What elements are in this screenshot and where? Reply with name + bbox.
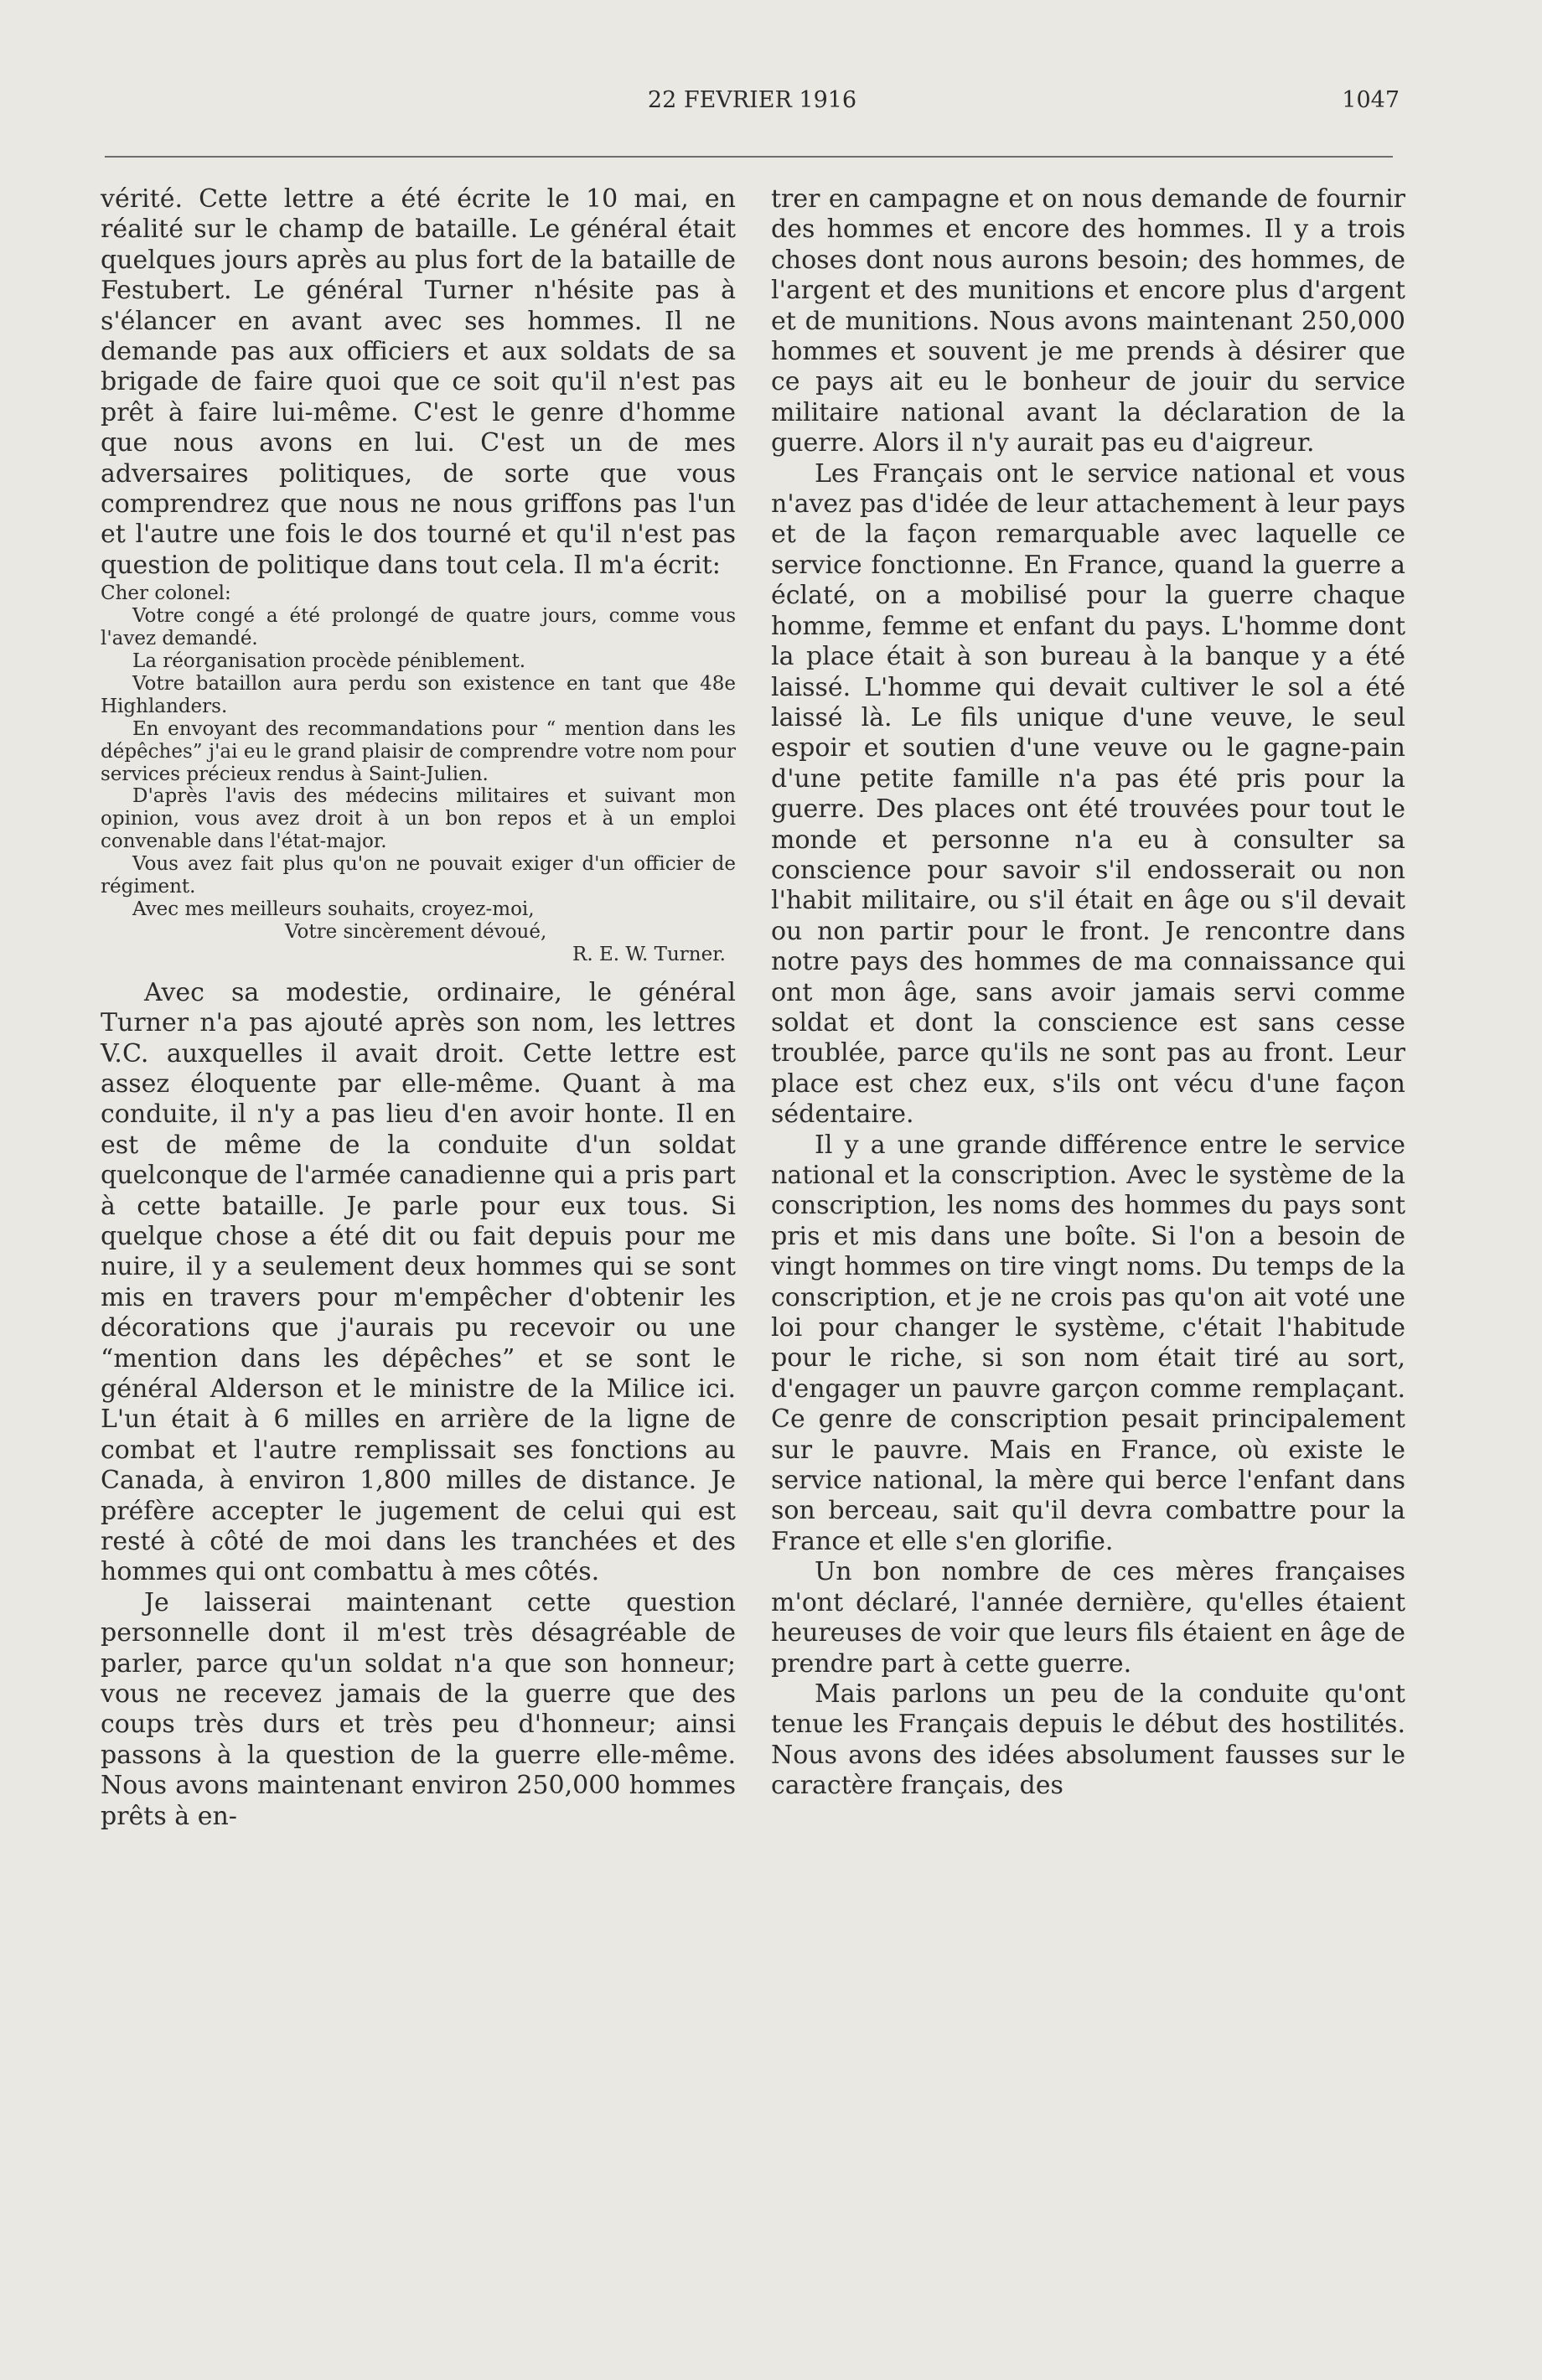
header-rule bbox=[105, 156, 1393, 158]
quoted-letter bbox=[101, 582, 736, 965]
left-paragraph-2: Avec sa modestie, ordinaire, le général Turner n'a pas ajouté après son nom, les lettres V.C. auxquelles il avait droit. Cette lettre est assez éloquente par elle-même. Quant à ma conduite, il n'y a pas lieu d'en avoir honte. Il en est de même de la conduite d'un soldat quelconque de l'armée canadienne qui a pris part à cette bataille. Je parle pour eux tous. Si quelque chose a été dit ou fait depuis pour me nuire, il y a seulement deux hommes qui se sont mis en travers pour m'empêcher d'obtenir les décorations que j'aurais pu recevoir ou une “mention dans les dépêches” et se sont le général Alderson et le ministre de la Milice ici. L'un était à 6 milles en arrière de la ligne de combat et l'autre remplissait ses fonctions au Canada, à environ 1,800 milles de distance. Je préfère accepter le jugement de celui qui est resté à côté de moi dans les tranchées et des hommes qui ont combattu à mes côtés. bbox=[101, 977, 736, 1587]
right-paragraph-5: Mais parlons un peu de la conduite qu'ont tenue les Français depuis le début des hostilités. Nous avons des idées absolument fausses sur le caractère français, des bbox=[771, 1679, 1405, 1801]
page-number: 1047 bbox=[1342, 87, 1400, 113]
letter-salutation: Cher colonel: bbox=[101, 582, 231, 605]
letter-line-4: En envoyant des recommandations pour “ mention dans les dépêches” j'ai eu le grand plaisir de comprendre votre nom pour services précieux rendus à Saint-Julien. bbox=[101, 717, 736, 785]
left-paragraph-1: vérité. Cette lettre a été écrite le 10 mai, en réalité sur le champ de bataille. Le général était quelques jours après au plus fort de la bataille de Festubert. Le général Turner n'hésite pas à s'élancer en avant avec ses hommes. Il ne demande pas aux officiers et aux soldats de sa brigade de faire quoi que ce soit qu'il n'est pas prêt à faire lui-même. C'est le genre d'homme que nous avons en lui. C'est un de mes adversaires politiques, de sorte que vous comprendrez que nous ne nous griffons pas l'un et l'autre une fois le dos tourné et qu'il n'est pas question de politique dans tout cela. Il m'a écrit: bbox=[101, 184, 736, 580]
letter-closing-2: Votre sincèrement dévoué, bbox=[285, 920, 547, 943]
letter-closing-1: Avec mes meilleurs souhaits, croyez-moi, bbox=[132, 898, 535, 920]
right-column bbox=[771, 184, 1405, 1802]
letter-line-5: D'après l'avis des médecins militaires et suivant mon opinion, vous avez droit à un bon repos et à un emploi convenable dans l'état-major. bbox=[101, 785, 736, 853]
letter-line-2: La réorganisation procède péniblement. bbox=[132, 650, 526, 672]
letter-line-3: Votre bataillon aura perdu son existence en tant que 48e Highlanders. bbox=[101, 672, 736, 717]
right-paragraph-4: Un bon nombre de ces mères françaises m'ont déclaré, l'année dernière, qu'elles étaient heureuses de voir que leurs fils étaient en âge de prendre part à cette guerre. bbox=[771, 1557, 1405, 1679]
right-paragraph-1: trer en campagne et on nous demande de fournir des hommes et encore des hommes. Il y a trois choses dont nous aurons besoin; des hommes, de l'argent et des munitions et encore plus d'argent et de munitions. Nous avons maintenant 250,000 hommes et souvent je me prends à désirer que ce pays ait eu le bonheur de jouir du service militaire national avant la déclaration de la guerre. Alors il n'y aurait pas eu d'aigreur. bbox=[771, 184, 1405, 458]
right-paragraph-3: Il y a une grande différence entre le service national et la conscription. Avec le système de la conscription, les noms des hommes du pays sont pris et mis dans une boîte. Si l'on a besoin de vingt hommes on tire vingt noms. Du temps de la conscription, et je ne crois pas qu'on ait voté une loi pour changer le système, c'était l'habitude pour le riche, si son nom était tiré au sort, d'engager un pauvre garçon comme remplaçant. Ce genre de conscription pesait principalement sur le pauvre. Mais en France, où existe le service national, la mère qui berce l'enfant dans son berceau, sait qu'il devra combattre pour la France et elle s'en glorifie. bbox=[771, 1130, 1405, 1556]
right-paragraph-2: Les Français ont le service national et vous n'avez pas d'idée de leur attachement à leur pays et de la façon remarquable avec laquelle ce service fonctionne. En France, quand la guerre a éclaté, on a mobilisé pour la guerre chaque homme, femme et enfant du pays. L'homme dont la place était à son bureau à la banque y a été laissé. L'homme qui devait cultiver le sol a été laissé là. Le fils unique d'une veuve, le seul espoir et soutien d'une veuve ou le gagne-pain d'une petite famille n'a pas été pris pour la guerre. Des places ont été trouvées pour tout le monde et personne n'a eu à consulter sa conscience pour savoir s'il endosserait ou non l'habit militaire, ou s'il était en âge ou s'il devait ou non partir pour le front. Je rencontre dans notre pays des hommes de ma connaissance qui ont mon âge, sans avoir jamais servi comme soldat et dont la conscience est sans cesse troublée, parce qu'ils ne sont pas au front. Leur place est chez eux, s'ils ont vécu d'une façon sédentaire. bbox=[771, 458, 1405, 1130]
letter-line-6: Vous avez fait plus qu'on ne pouvait exiger d'un officier de régiment. bbox=[101, 853, 736, 898]
left-column bbox=[101, 184, 736, 1832]
letter-signature: R. E. W. Turner. bbox=[572, 943, 726, 965]
letter-line-1: Votre congé a été prolongé de quatre jours, comme vous l'avez demandé. bbox=[101, 605, 736, 650]
page-header bbox=[105, 87, 1400, 129]
header-date: 22 FEVRIER 1916 bbox=[647, 87, 857, 113]
left-paragraph-3: Je laisserai maintenant cette question personnelle dont il m'est très désagréable de parler, parce qu'un soldat n'a que son honneur; vous ne recevez jamais de la guerre que des coups très durs et très peu d'honneur; ainsi passons à la question de la guerre elle-même. Nous avons maintenant environ 250,000 hommes prêts à en- bbox=[101, 1587, 736, 1831]
